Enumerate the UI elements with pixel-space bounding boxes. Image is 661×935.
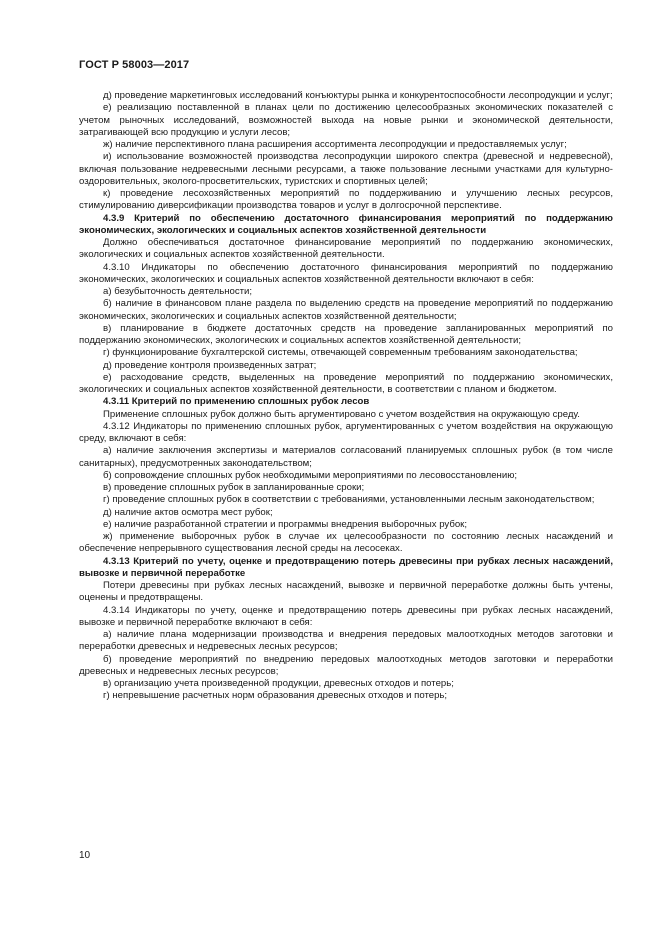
paragraph: г) непревышение расчетных норм образования древесных отходов и потерь; [103,690,448,702]
section-heading: 4.3.13 Критерий по учету, оценке и предотвращению потерь древесины при рубках лесных насаждений, вывозке и первичной переработке [79,555,613,579]
paragraph: г) функционирование бухгалтерской системы, отвечающей современным требованиям законодательства; [103,347,578,359]
paragraph: в) проведение сплошных рубок в запланированные сроки; [103,482,365,493]
paragraph: 4.3.14 Индикаторы по учету, оценке и предотвращению потерь древесины при рубках лесных насаждений, вывозке и первичной переработке включают в себя: [79,604,613,628]
paragraph: к) проведение лесохозяйственных мероприятий по поддерживанию и улучшению лесных ресурсов, стимулированию диверсификации производства товаров и услуг в долгосрочной перспективе. [79,188,613,212]
paragraph: г) проведение сплошных рубок в соответствии с требованиями, установленными лесным законодательством; [103,494,595,506]
paragraph: в) планирование в бюджете достаточных средств на проведение запланированных мероприятий по поддержанию экономических, экологических и социальных аспектов хозяйственной деятельности; [79,322,613,346]
paragraph: и) использование возможностей производства лесопродукции широкого спектра (древесной и недревесной), включая пользование недревесными лесными ресурсами, а также пользование лесными участками для культурно-оздоровительных, эколого-просветительских, туристских и спортивных целей; [79,151,613,187]
paragraph: д) проведение маркетинговых исследований конъюктуры рынка и конкурентоспособности лесопродукции и услуг; [103,90,613,101]
paragraph: Применение сплошных рубок должно быть аргументировано с учетом воздействия на окружающую среду. [103,408,580,420]
paragraph: 4.3.10 Индикаторы по обеспечению достаточного финансирования мероприятий по поддержанию экономических, экологических и социальных аспектов хозяйственной деятельности включают в себя: [79,261,613,285]
section-heading: 4.3.11 Критерий по применению сплошных рубок лесов [103,396,370,408]
paragraph: е) реализацию поставленной в планах цели по достижению целесообразных экономических показателей с учетом рыночных исследований, возможностей выхода на новые рынки и экономической деятельности, затрагивающей всю продукцию и услуги лесов; [79,102,613,138]
paragraph: д) проведение контроля произведенных затрат; [103,359,317,371]
section-heading: 4.3.9 Критерий по обеспечению достаточного финансирования мероприятий по поддержанию экономических, экологических и социальных аспектов хозяйственной деятельности [79,212,613,236]
paragraph: 4.3.12 Индикаторы по применению сплошных рубок, аргументированных с учетом воздействия на окружающую среду, включают в себя: [79,420,613,444]
document-body [79,90,613,703]
paragraph: б) наличие в финансовом плане раздела по выделению средств на проведение мероприятий по поддержанию экономических, экологических и социальных аспектов хозяйственной деятельности; [79,298,613,322]
document-header: ГОСТ Р 58003—2017 [79,59,190,71]
paragraph: Должно обеспечиваться достаточное финансирование мероприятий по поддержанию экономических, экологических и социальных аспектов хозяйственной деятельности. [79,237,613,261]
paragraph: а) наличие плана модернизации производства и внедрения передовых малоотходных методов заготовки и переработки древесных и недревесных лесных ресурсов; [79,629,613,653]
paragraph: Потери древесины при рубках лесных насаждений, вывозке и первичной переработке должны быть учтены, оценены и предотвращены. [79,580,613,604]
paragraph: ж) применение выборочных рубок в случае их целесообразности по состоянию лесных насаждений и обеспечение непрерывного существования лесной среды на лесосеках. [79,531,613,555]
paragraph: в) организацию учета произведенной продукции, древесных отходов и потерь; [103,678,454,689]
paragraph: д) наличие актов осмотра мест рубок; [103,506,273,518]
paragraph: а) наличие заключения экспертизы и материалов согласований планируемых сплошных рубок (в том числе санитарных), предусмотренных законодательством; [79,445,613,469]
paragraph: а) безубыточность деятельности; [103,286,253,297]
paragraph: е) расходование средств, выделенных на проведение мероприятий по поддержанию экономических, экологических и социальных аспектов хозяйственной деятельности, в соответствии с планом и бюджетом. [79,371,613,395]
paragraph: е) наличие разработанной стратегии и программы внедрения выборочных рубок; [103,518,468,530]
paragraph: ж) наличие перспективного плана расширения ассортимента лесопродукции и предоставляемых услуг; [103,139,567,150]
paragraph: б) проведение мероприятий по внедрению передовых малоотходных методов заготовки и переработки древесных и недревесных лесных ресурсов; [79,653,613,677]
paragraph: б) сопровождение сплошных рубок необходимыми мероприятиями по лесовосстановлению; [103,469,518,481]
page-number: 10 [79,850,91,861]
